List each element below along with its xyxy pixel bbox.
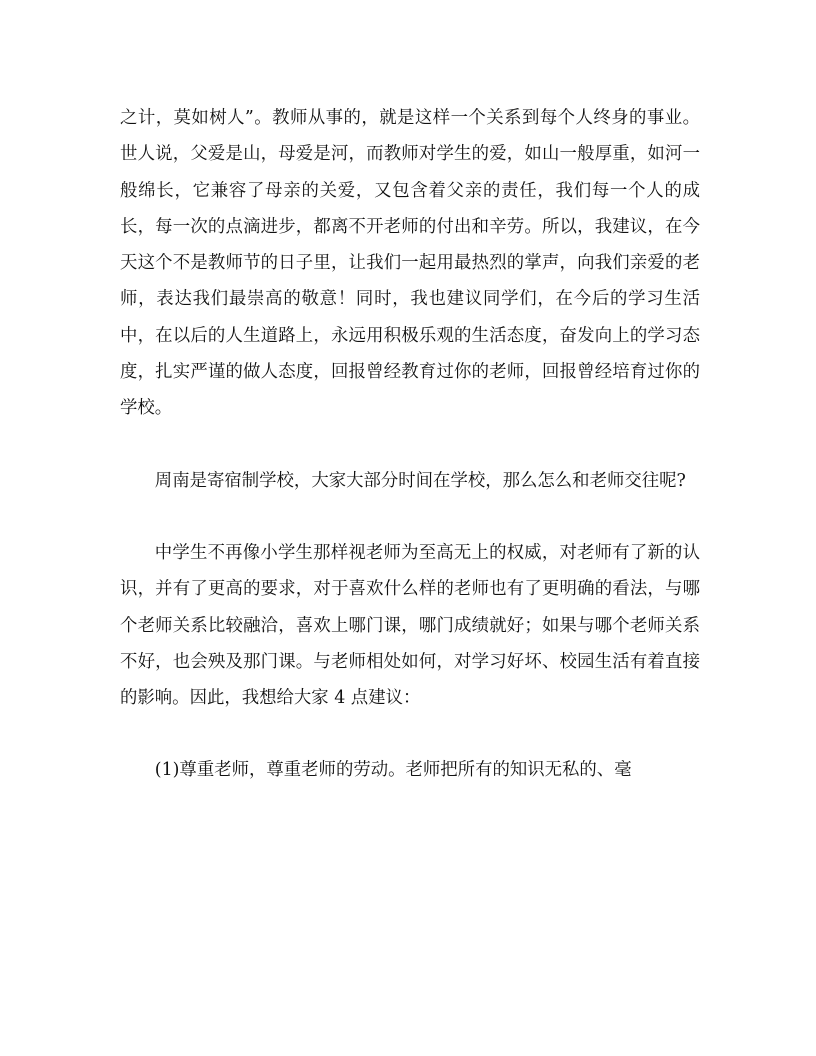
paragraph-teacher-relationship: 中学生不再像小学生那样视老师为至高无上的权威，对老师有了新的认识，并有了更高的要求，对于喜欢什么样的老师也有了更明确的看法，与哪个老师关系比较融洽，喜欢上哪门课，哪门成绩就好；如果与哪个老师关系不好，也会殃及那门课。与老师相处如何，对学习好坏、校园生活有着直接的影响。因此，我想给大家 4 点建议： bbox=[120, 542, 700, 709]
document-body bbox=[120, 100, 700, 789]
paragraph-suggestion-1: (1)尊重老师，尊重老师的劳动。老师把所有的知识无私的、毫 bbox=[154, 760, 632, 781]
paragraph-question: 周南是寄宿制学校，大家大部分时间在学校，那么怎么和老师交往呢? bbox=[154, 470, 686, 491]
paragraph-continuation: 之计，莫如树人”。教师从事的，就是这样一个关系到每个人终身的事业。世人说，父爱是山，母爱是河，而教师对学生的爱，如山一般厚重，如河一般绵长，它兼容了母亲的关爱，又包含着父亲的责任，我们每一个人的成长，每一次的点滴进步，都离不开老师的付出和辛劳。所以，我建议，在今天这个不是教师节的日子里，让我们一起用最热烈的掌声，向我们亲爱的老师，表达我们最崇高的敬意！同时，我也建议同学们，在今后的学习生活中，在以后的人生道路上，永远用积极乐观的生活态度，奋发向上的学习态度，扎实严谨的做人态度，回报曾经教育过你的老师，回报曾经培育过你的学校。 bbox=[120, 108, 700, 419]
